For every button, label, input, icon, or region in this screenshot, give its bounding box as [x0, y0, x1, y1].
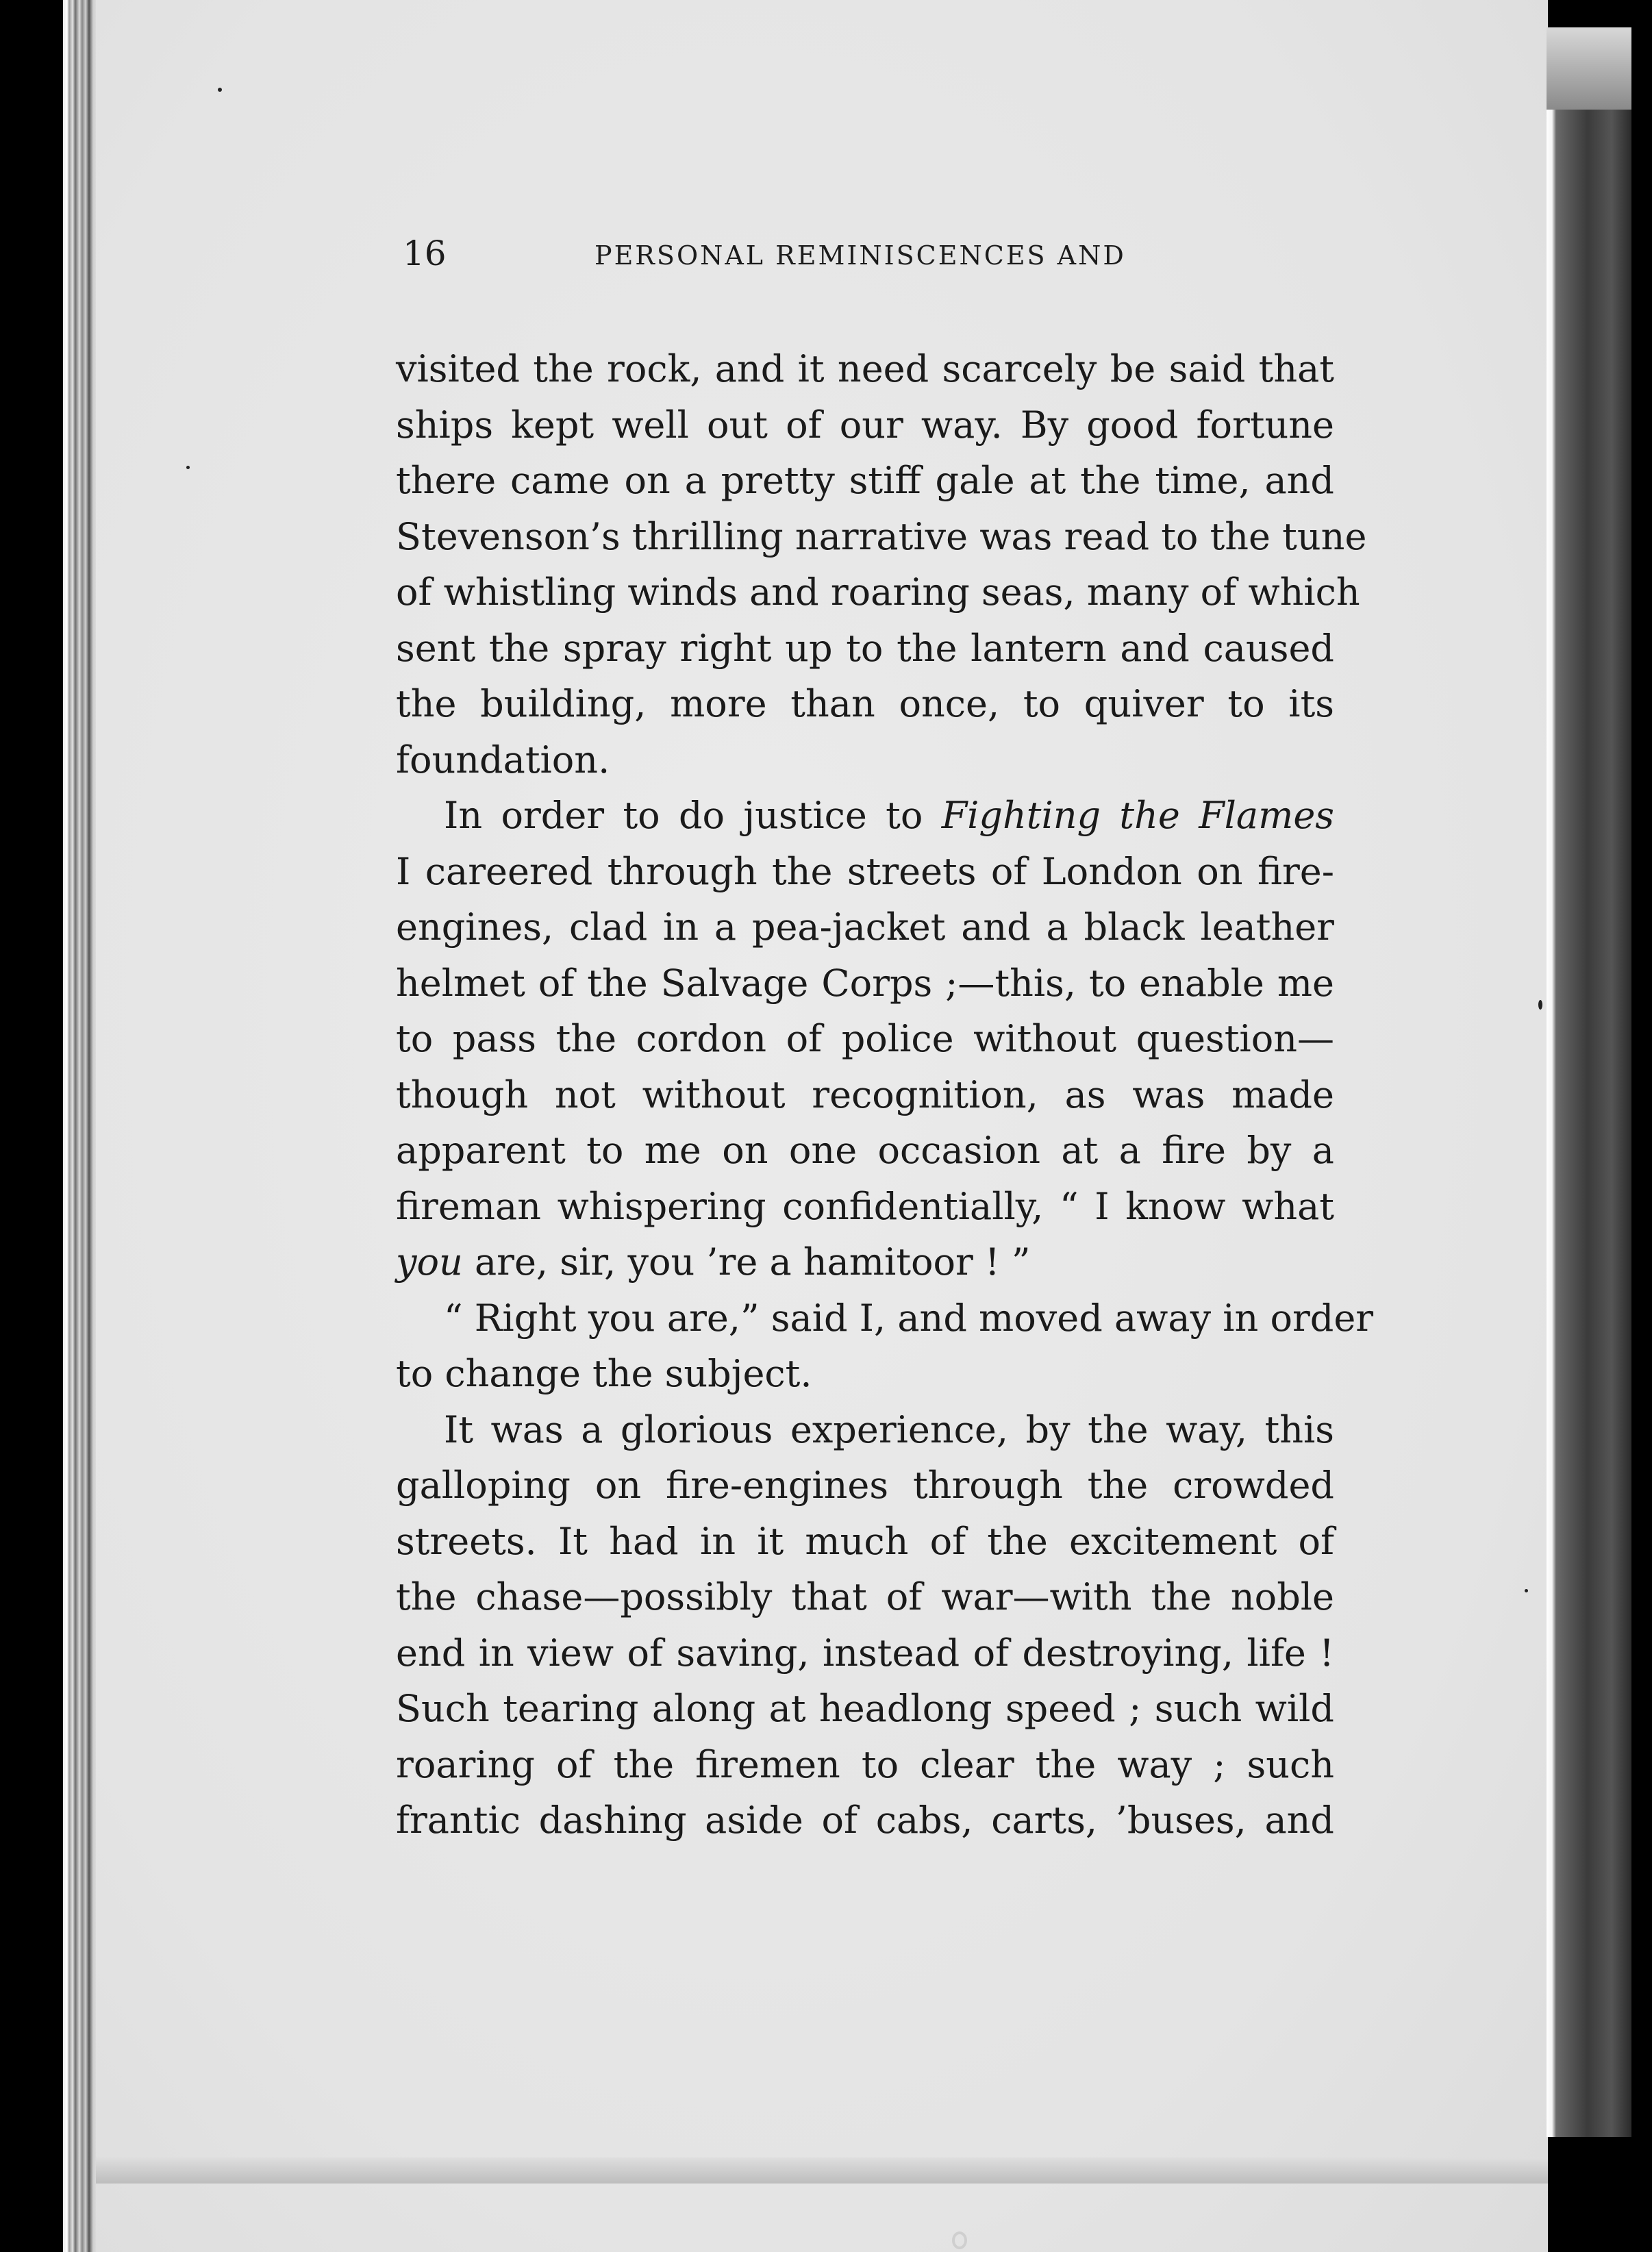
- body-text: [396, 341, 1374, 1849]
- text-line: [396, 1067, 1334, 1123]
- text-line-content: of whistling winds and roaring seas, many of which: [396, 571, 1360, 614]
- text-line: [396, 1234, 1334, 1290]
- text-line-content: the building, more than once, to quiver to its: [396, 682, 1334, 725]
- text-line: [396, 1792, 1334, 1849]
- text-line: [396, 564, 1360, 621]
- text-line-prefix: In order to do justice to: [444, 794, 942, 837]
- text-line: [396, 1179, 1334, 1235]
- text-line: [396, 1625, 1334, 1681]
- text-line-content: visited the rock, and it need scarcely be said that: [396, 347, 1334, 390]
- text-line-content: to change the subject.: [396, 1352, 812, 1395]
- text-line: [396, 1011, 1334, 1067]
- text-line: [396, 621, 1334, 677]
- text-line-content: end in view of saving, instead of destroying, life !: [396, 1631, 1334, 1675]
- text-line: [396, 397, 1334, 453]
- text-line: [396, 1346, 1334, 1402]
- text-line: [396, 788, 1334, 844]
- page-number: 16: [403, 234, 447, 273]
- text-line: [396, 676, 1334, 732]
- text-line: [396, 1681, 1334, 1737]
- text-line: [396, 844, 1334, 900]
- text-line: [396, 341, 1334, 397]
- running-title: PERSONAL REMINISCENCES AND: [595, 240, 1126, 271]
- text-line-content: It was a glorious experience, by the way, this: [444, 1408, 1334, 1451]
- text-line: [396, 955, 1334, 1012]
- text-line: [396, 732, 1334, 788]
- page-text-block: [396, 233, 1374, 1849]
- text-line-content: to pass the cordon of police without question—: [396, 1017, 1334, 1060]
- text-line: [396, 509, 1367, 565]
- page-edge-leaves: [63, 0, 96, 2252]
- text-line-content: I careered through the streets of London on fire-: [396, 849, 1334, 893]
- text-line-content: ships kept well out of our way. By good fortune: [396, 403, 1334, 447]
- text-line: [396, 1737, 1334, 1793]
- text-line: [396, 1290, 1374, 1347]
- text-line-content: “ Right you are,” said I, and moved away in order: [444, 1296, 1374, 1340]
- film-frame-mark: [952, 2231, 967, 2249]
- text-line-content: roaring of the firemen to clear the way ; such: [396, 1742, 1334, 1786]
- speck: [1525, 1589, 1528, 1592]
- text-line-content: fireman whispering confidentially, “ I know what: [396, 1184, 1334, 1228]
- text-line: [396, 1402, 1334, 1458]
- text-line-content: though not without recognition, as was made: [396, 1073, 1334, 1116]
- binding-strip: [1547, 27, 1631, 2137]
- text-line: [396, 1514, 1334, 1570]
- text-line: [396, 899, 1334, 955]
- text-line-content: sent the spray right up to the lantern and caused: [396, 626, 1334, 670]
- text-line-content: engines, clad in a pea-jacket and a black leather: [396, 905, 1334, 949]
- text-line-content: helmet of the Salvage Corps ;—this, to enable me: [396, 961, 1334, 1005]
- running-head: [396, 233, 1334, 288]
- text-line-content: Such tearing along at headlong speed ; such wild: [396, 1687, 1334, 1730]
- text-line: [396, 1457, 1334, 1514]
- text-line-content: frantic dashing aside of cabs, carts, ’buses, and: [396, 1799, 1334, 1842]
- italic-title: Fighting the Flames: [941, 794, 1334, 837]
- text-line: [396, 1569, 1334, 1625]
- binding-strip-top: [1547, 27, 1631, 110]
- text-line-content: the chase—possibly that of war—with the noble: [396, 1575, 1334, 1618]
- text-line-content: galloping on fire-engines through the crowded: [396, 1464, 1334, 1507]
- speck: [1538, 1000, 1542, 1010]
- text-line: [396, 1123, 1334, 1179]
- speck: [218, 88, 222, 92]
- page-bottom-edge: [96, 2157, 1548, 2184]
- speck: [186, 466, 190, 469]
- text-line-content: Stevenson’s thrilling narrative was read to the tune: [396, 514, 1367, 558]
- text-line-content: apparent to me on one occasion at a fire by a: [396, 1129, 1334, 1172]
- text-line-content: there came on a pretty stiff gale at the time, and: [396, 459, 1334, 502]
- text-line-content: streets. It had in it much of the excitement of: [396, 1519, 1334, 1563]
- text-line-suffix: are, sir, you ’re a hamitoor ! ”: [462, 1240, 1031, 1284]
- text-line: [396, 453, 1334, 509]
- italic-word: you: [396, 1240, 463, 1284]
- text-line-content: foundation.: [396, 738, 610, 781]
